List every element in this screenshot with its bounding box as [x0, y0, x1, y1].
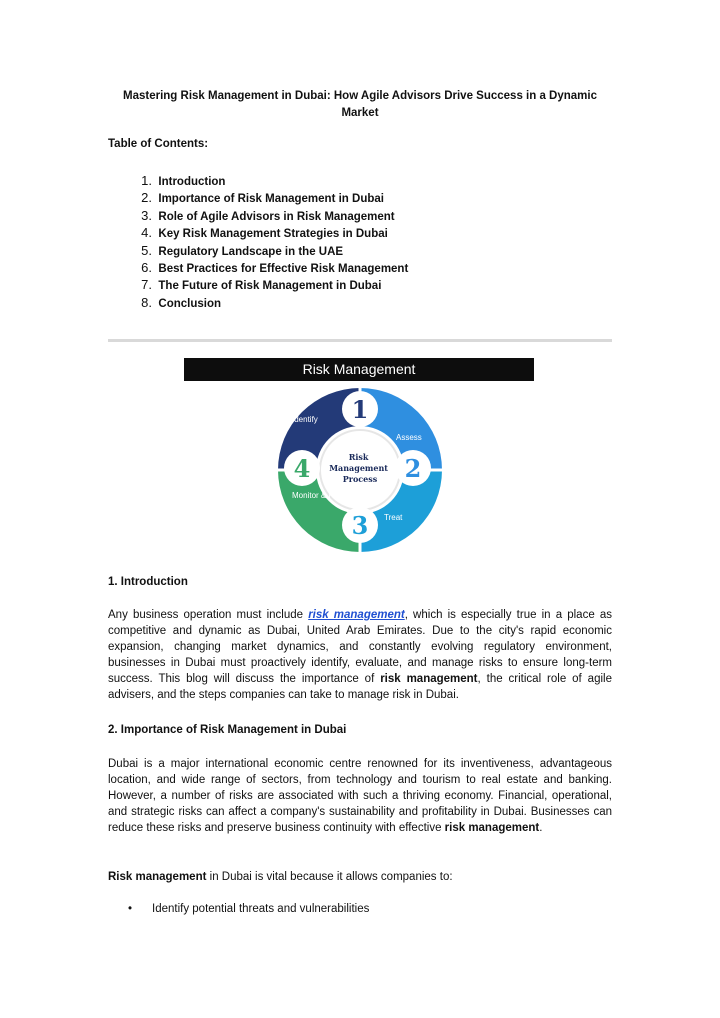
toc-item: 1. Introduction — [141, 173, 226, 188]
importance-intro-line: Risk management in Dubai is vital because it allows companies to: — [108, 871, 453, 883]
toc-item: 3. Role of Agile Advisors in Risk Management — [141, 207, 395, 223]
importance-paragraph: Dubai is a major international economic centre renowned for its inventiveness, advantageous location, and wide range of sectors, from technology and tourism to real estate and banking. However, a number of risks are associated with such a thriving economy. Financial, operational, and strategic risks can affect a company's sustainability and profitability in Dubai. Businesses can reduce these risks and preserve business continuity with effective risk management. — [108, 758, 612, 834]
step-number-3: 3 — [351, 511, 369, 540]
toc-item: 5. Regulatory Landscape in the UAE — [141, 242, 344, 258]
toc-item: 4. Key Risk Management Strategies in Dubai — [141, 225, 388, 241]
risk-process-diagram — [272, 384, 448, 556]
step-label-identify: Identify — [292, 415, 318, 424]
step-number-1: 1 — [351, 395, 369, 424]
risk-management-link[interactable]: risk management — [308, 609, 405, 621]
document-title: Mastering Risk Management in Dubai: How Agile Advisors Drive Success in a Dynamic Market — [123, 90, 597, 119]
horizontal-divider — [108, 339, 612, 342]
toc-item: 6. Best Practices for Effective Risk Management — [141, 259, 409, 275]
introduction-paragraph: Any business operation must include risk management, which is especially true in a place as competitive and dynamic as Dubai, United Arab Emirates. Due to the city's rapid economic expansion, changing market dynamics, and constantly evolving regulatory environment, businesses in Dubai must proactively identify, evaluate, and manage risks to ensure long-term success. This blog will discuss the importance of risk management, the critical role of agile advisers, and the steps companies can take to manage risk in Dubai. — [108, 609, 612, 701]
step-number-4: 4 — [293, 454, 311, 483]
step-label-assess: Assess — [396, 433, 422, 442]
toc-item: 7. The Future of Risk Management in Dubai — [141, 277, 382, 293]
toc-heading: Table of Contents: — [108, 138, 209, 150]
toc-item: 8. Conclusion — [141, 294, 222, 310]
section-heading-introduction: 1. Introduction — [108, 576, 188, 588]
table-of-contents — [108, 172, 408, 311]
center-label: Risk Management Process — [329, 452, 388, 484]
bullet-item: • Identify potential threats and vulnerabilities — [128, 903, 370, 915]
step-number-2: 2 — [404, 454, 422, 483]
figure-banner: Risk Management — [184, 358, 534, 381]
toc-item: 2. Importance of Risk Management in Dubai — [141, 190, 384, 206]
step-label-treat: Treat — [384, 513, 403, 522]
step-label-monitor: Monitor & Report — [292, 491, 353, 500]
section-heading-importance: 2. Importance of Risk Management in Dubai — [108, 724, 347, 736]
